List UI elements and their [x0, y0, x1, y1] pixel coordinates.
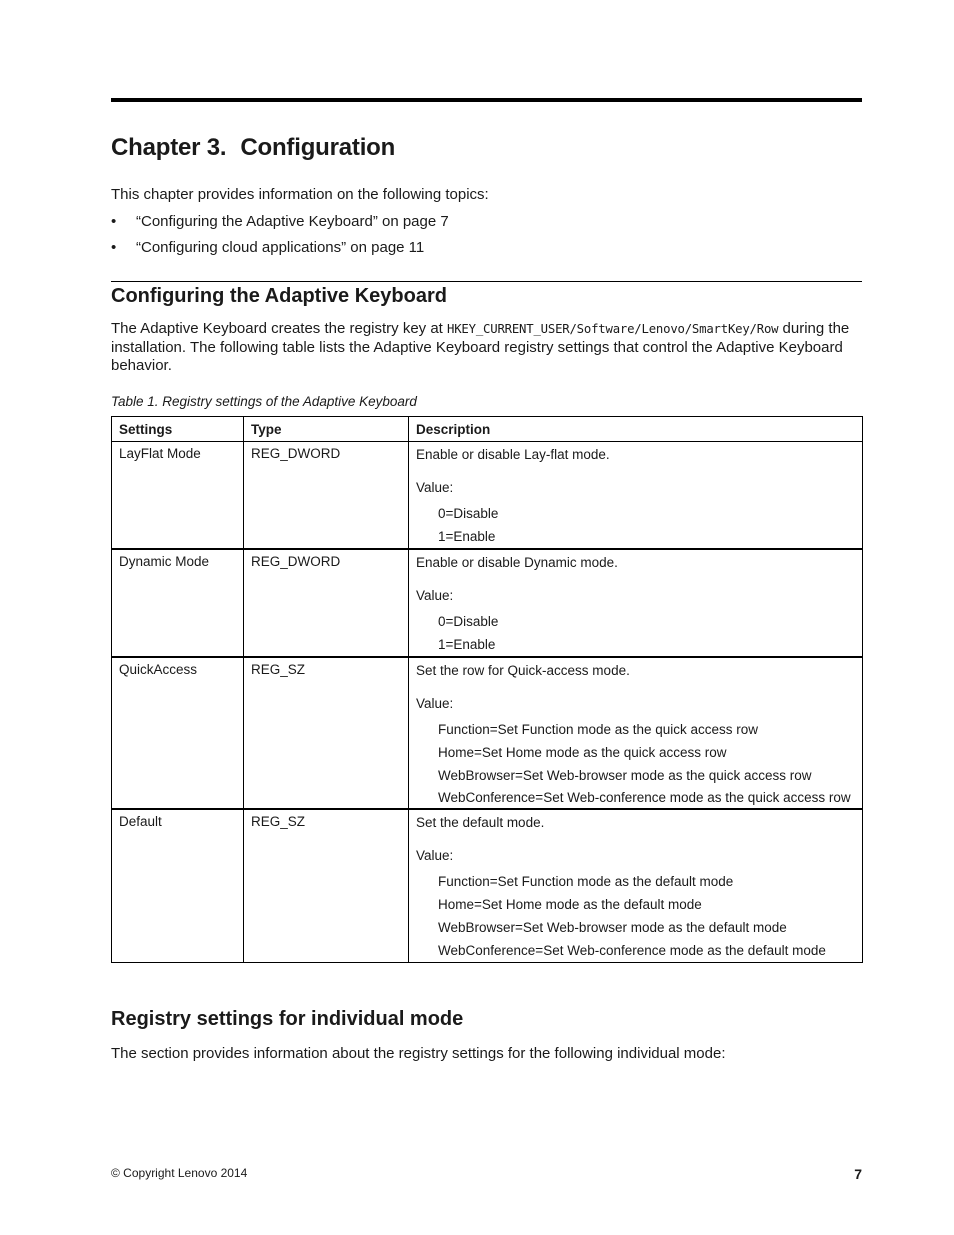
table-row: [112, 657, 863, 809]
description-text: Set the default mode.: [416, 815, 545, 830]
cell-description: [409, 442, 863, 550]
registry-settings-table: [111, 416, 863, 963]
chapter-title: [111, 134, 395, 162]
cell-setting: Default: [112, 809, 244, 963]
description-text: Enable or disable Lay-flat mode.: [416, 447, 610, 462]
value-option: 1=Enable: [438, 637, 496, 652]
value-option: WebBrowser=Set Web-browser mode as the quick access row: [438, 768, 812, 783]
bullet-marker: •: [111, 213, 117, 230]
chapter-top-rule: [111, 98, 862, 102]
cell-type: REG_SZ: [244, 657, 409, 809]
topic-list: [111, 213, 449, 265]
header-settings: Settings: [112, 417, 244, 442]
subsection-heading: Registry settings for individual mode: [111, 1008, 464, 1030]
subsection-paragraph: The section provides information about the registry settings for the following individual mode:: [111, 1045, 726, 1062]
table-caption: Table 1. Registry settings of the Adaptive Keyboard: [111, 394, 417, 409]
table-row: [112, 442, 863, 550]
header-type: Type: [244, 417, 409, 442]
cell-setting: LayFlat Mode: [112, 442, 244, 550]
value-option: Function=Set Function mode as the default mode: [438, 874, 734, 889]
para-text-after: during the installation. The following table lists the Adaptive Keyboard registry settings that control the Adaptive Keyboard behavior.: [111, 320, 850, 374]
value-label: Value:: [416, 588, 454, 603]
topic-link[interactable]: “Configuring the Adaptive Keyboard” on page 7: [136, 213, 449, 230]
table-header-row: [112, 417, 863, 442]
bullet-marker: •: [111, 239, 117, 256]
value-option: WebConference=Set Web-conference mode as the quick access row: [438, 790, 851, 805]
document-page: [111, 0, 862, 1235]
topic-link[interactable]: “Configuring cloud applications” on page 11: [136, 239, 425, 256]
chapter-number: Chapter 3.: [111, 134, 227, 161]
cell-type: REG_SZ: [244, 809, 409, 963]
cell-type: REG_DWORD: [244, 442, 409, 550]
topic-item[interactable]: [111, 213, 449, 239]
description-text: Set the row for Quick-access mode.: [416, 663, 630, 678]
registry-key-path: HKEY_CURRENT_USER/Software/Lenovo/SmartKey/Row: [447, 322, 779, 336]
value-option: Function=Set Function mode as the quick access row: [438, 722, 759, 737]
chapter-intro: This chapter provides information on the following topics:: [111, 186, 489, 203]
description-text: Enable or disable Dynamic mode.: [416, 555, 618, 570]
value-label: Value:: [416, 480, 454, 495]
value-option: 1=Enable: [438, 529, 496, 544]
table-row: [112, 549, 863, 657]
value-option: 0=Disable: [438, 506, 499, 521]
value-label: Value:: [416, 696, 454, 711]
value-option: Home=Set Home mode as the quick access row: [438, 745, 727, 760]
header-description: Description: [409, 417, 863, 442]
value-option: Home=Set Home mode as the default mode: [438, 897, 702, 912]
value-option: 0=Disable: [438, 614, 499, 629]
table-row: [112, 809, 863, 963]
section-heading: Configuring the Adaptive Keyboard: [111, 285, 447, 307]
cell-description: [409, 549, 863, 657]
value-label: Value:: [416, 848, 454, 863]
cell-description: [409, 809, 863, 963]
section-paragraph: [111, 320, 862, 376]
footer-copyright: © Copyright Lenovo 2014: [111, 1166, 248, 1180]
cell-description: [409, 657, 863, 809]
chapter-name: Configuration: [240, 134, 396, 161]
cell-type: REG_DWORD: [244, 549, 409, 657]
cell-setting: Dynamic Mode: [112, 549, 244, 657]
page-number: 7: [854, 1166, 862, 1182]
value-option: WebBrowser=Set Web-browser mode as the default mode: [438, 920, 787, 935]
section-rule: [111, 281, 862, 282]
para-text-before: The Adaptive Keyboard creates the registry key at: [111, 320, 448, 337]
value-option: WebConference=Set Web-conference mode as the default mode: [438, 943, 826, 958]
cell-setting: QuickAccess: [112, 657, 244, 809]
topic-item[interactable]: [111, 239, 449, 265]
